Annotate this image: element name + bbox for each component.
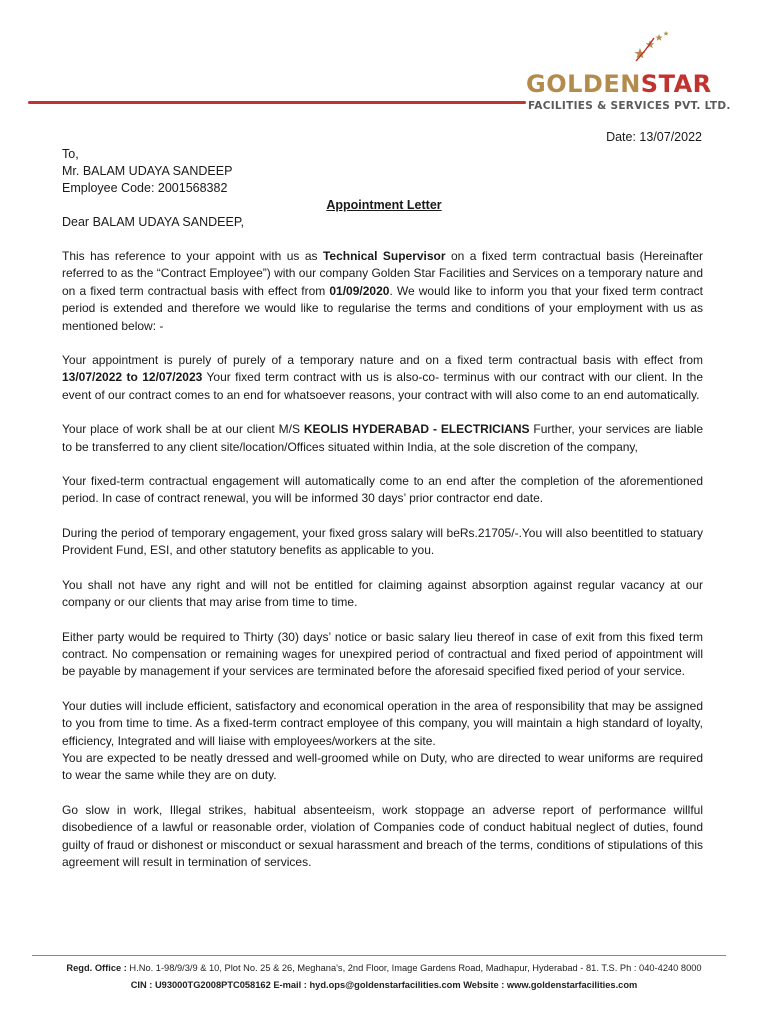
footer-contact: CIN : U93000TG2008PTC058162 E-mail : hyd.ops@goldenstarfacilities.com Website : www.goldenstarfacilities.com [130, 980, 638, 990]
letter-subject: Appointment Letter [326, 198, 442, 212]
paragraph-engagement-end: Your fixed-term contractual engagement will automatically come to an end after the completion of the aforementioned period. In case of contract renewal, you will be informed 30 days’ prior contractor end date. [62, 474, 703, 506]
to-line: To, [62, 147, 79, 161]
paragraph-duties: Your duties will include efficient, satisfactory and economical operation in the area of responsibility that may be assigned to you from time to time. As a fixed-term contract employee of this company, you will maintain a high standard of loyalty, efficiency, Integrated and will liaise with employees/workers at the site. [62, 698, 703, 748]
paragraph-notice: Either party would be required to Thirty (30) days’ notice or basic salary lieu thereof in case of exit from this fixed term contract. No compensation or remaining wages for unexpired period of contractual and fixed period of appointment will be payable by management if your services are terminated before the aforesaid specified fixed period of your service. [62, 629, 703, 679]
paragraph-termination: Go slow in work, Illegal strikes, habitual absenteeism, work stoppage an adverse report of performance willful disobedience of a lawful or reasonable order, violation of Companies code of conduct habitual neglect of duties, found guilty of fraud or dishonest or misconduct or sexual harassment and breach of the terms, conditions of stipulations of this agreement will result in termination of services. [62, 802, 703, 869]
logo-title: GOLDENSTAR [526, 70, 712, 98]
salutation: Dear BALAM UDAYA SANDEEP, [62, 215, 245, 229]
paragraph-term: Your appointment is purely of purely of a temporary nature and on a fixed term contractual basis with effect from 13/07/2022 to 12/07/2023 Your fixed term contract with us is also-co- terminus with our contract with our client. In the event of our contract comes to an end for whatsoever reasons, your contract with will also come to an end automatically. [62, 353, 703, 402]
recipient-block [62, 146, 232, 197]
paragraph-dress-code: You are expected to be neatly dressed and well-groomed while on Duty, who are directed to wear uniforms are required to wear the same while they are on duty. [62, 750, 703, 783]
paragraph-place-of-work: Your place of work shall be at our client M/S KEOLIS HYDERABAD - ELECTRICIANS Further, your services are liable to be transferred to any client site/location/Offices situated within India, at the sole discretion of the company, [62, 422, 703, 454]
employee-code: Employee Code: 2001568382 [62, 181, 228, 195]
company-logo [526, 30, 731, 112]
letter-date: Date: 13/07/2022 [606, 130, 702, 144]
recipient-name: Mr. BALAM UDAYA SANDEEP [62, 164, 233, 178]
footer-address: Regd. Office : H.No. 1-98/9/3/9 & 10, Plot No. 25 & 26, Meghana's, 2nd Floor, Image Gardens Road, Madhapur, Hyderabad - 81. T.S. Ph : 040-4240 8000 [66, 963, 702, 973]
paragraph-appointment: This has reference to your appoint with us as Technical Supervisor on a fixed term contractual basis (Hereinafter referred to as the “Contract Employee”) with our company Golden Star Facilities and Services on a temporary nature and on a fixed term contractual basis with effect from 01/09/2020. We would like to inform you that your fixed term contract period is extended and therefore we would like to regularise the terms and conditions of your employment with us as mentioned below: - [62, 249, 703, 333]
paragraph-salary: During the period of temporary engagement, your fixed gross salary will beRs.21705/-.You will also beentitled to statuary Provident Fund, ESI, and other statutory benefits as applicable to you. [62, 525, 703, 558]
header-divider [28, 101, 526, 104]
logo-subtitle: FACILITIES & SERVICES PVT. LTD. [528, 100, 731, 112]
footer-divider [32, 955, 726, 956]
stars-icon [630, 30, 670, 62]
letter-body [62, 248, 703, 888]
paragraph-absorption: You shall not have any right and will not be entitled for claiming against absorption against regular vacancy at our company or our clients that may arise from time to time. [62, 577, 703, 610]
